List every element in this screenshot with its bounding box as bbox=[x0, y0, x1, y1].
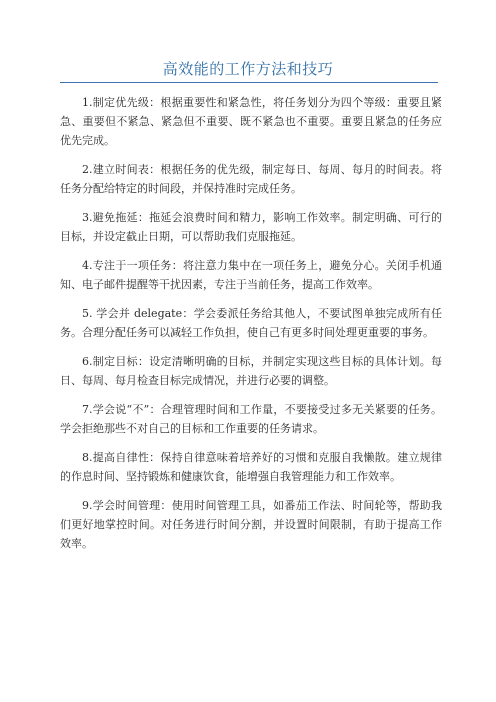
paragraph-7: 7.学会说“不”：合理管理时间和工作量，不要接受过多无关紧要的任务。学会拒绝那些不对自己的目标和工作重要的任务请求。 bbox=[60, 403, 442, 435]
paragraph-8: 8.提高自律性：保持自律意味着培养好的习惯和克服自我懒散。建立规律的作息时间、坚持锻炼和健康饮食，能增强自我管理能力和工作效率。 bbox=[60, 451, 442, 483]
paragraph-4: 4.专注于一项任务：将注意力集中在一项任务上，避免分心。关闭手机通知、电子邮件提醒等干扰因素，专注于当前任务，提高工作效率。 bbox=[60, 259, 442, 291]
document-body bbox=[60, 93, 442, 563]
paragraph-3: 3.避免拖延：拖延会浪费时间和精力，影响工作效率。制定明确、可行的目标，并设定截止日期，可以帮助我们克服拖延。 bbox=[60, 211, 442, 243]
paragraph-9: 9.学会时间管理：使用时间管理工具，如番茄工作法、时间轮等，帮助我们更好地掌控时间。对任务进行时间分割，并设置时间限制，有助于提高工作效率。 bbox=[60, 499, 442, 550]
paragraph-1: 1.制定优先级：根据重要性和紧急性，将任务划分为四个等级：重要且紧急、重要但不紧急、紧急但不重要、既不紧急也不重要。重要且紧急的任务应优先完成。 bbox=[60, 96, 442, 147]
paragraph-6: 6.制定目标：设定清晰明确的目标，并制定实现这些目标的具体计划。每日、每周、每月检查目标完成情况，并进行必要的调整。 bbox=[60, 355, 442, 387]
document-title: 高效能的工作方法和技巧 bbox=[162, 60, 334, 78]
paragraph-2: 2.建立时间表：根据任务的优先级，制定每日、每周、每月的时间表。将任务分配给特定的时间段，并保持准时完成任务。 bbox=[60, 163, 442, 195]
paragraph-5: 5. 学会并 delegate：学会委派任务给其他人，不要试图单独完成所有任务。合理分配任务可以减轻工作负担，使自己有更多时间处理更重要的事务。 bbox=[60, 307, 442, 339]
title-underline bbox=[60, 82, 438, 83]
